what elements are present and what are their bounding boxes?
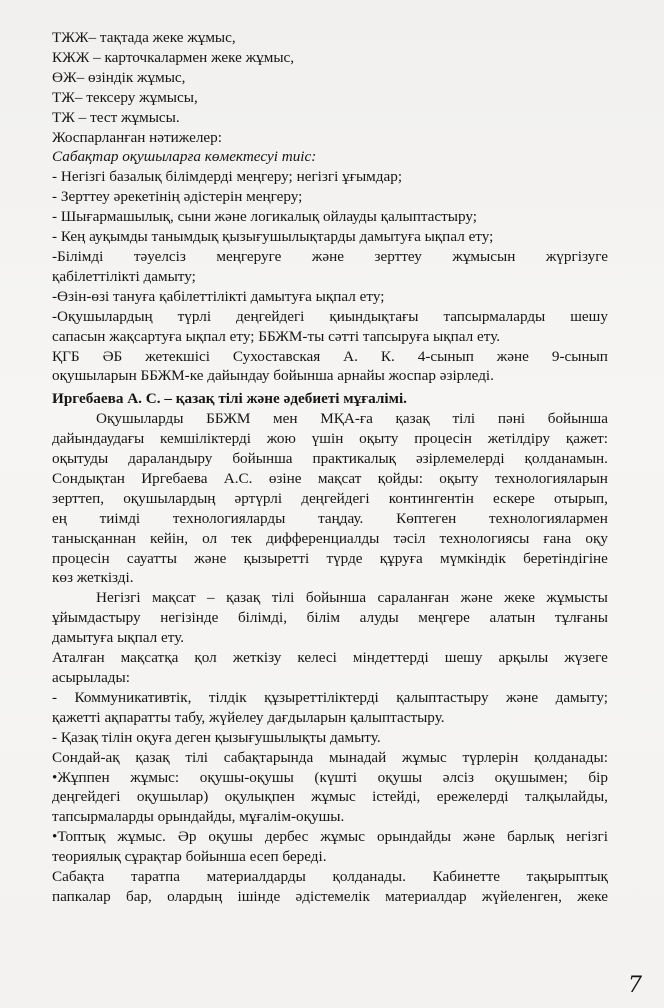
text-line: зерттеп, оқушылардың әртүрлі деңгейдегі контингентін ескере отырып, xyxy=(52,489,608,507)
text-line: оқытуды дараландыру бойынша практикалық әзірлемелерді қолданамын. xyxy=(52,450,608,468)
text-line: -Оқушылардың түрлі деңгейдегі қиындықтағы тапсырмаларды шешу xyxy=(52,307,608,325)
text-line: Сондықтан Иргебаева А.С. өзіне мақсат қойды: оқыту технологияларын xyxy=(52,469,608,487)
text-line: Иргебаева А. С. – қазақ тілі және әдебиеті мұғалімі. xyxy=(52,390,407,408)
text-line: ӨЖ– өзіндік жұмыс, xyxy=(52,68,186,86)
text-line: Сабақта таратпа материалдарды қолданады. Кабинетте тақырыптық xyxy=(52,868,608,886)
text-line: ҚГБ ӘБ жетекшісі Сухоставская А. К. 4-сынып және 9-сынып xyxy=(52,347,608,365)
text-line: ТЖ– тексеру жұмысы, xyxy=(52,88,198,106)
text-line: Оқушыларды ББЖМ мен МҚА-ға қазақ тілі пәні бойынша xyxy=(96,410,608,428)
text-line: ең тиімді технологияларды таңдау. Көптеген технологиялармен xyxy=(52,509,608,527)
text-line: теориялық сұрақтар бойынша есеп береді. xyxy=(52,848,327,866)
text-line: - Кең ауқымды танымдық қызығушылықтарды дамытуға ықпал ету; xyxy=(52,228,494,246)
text-line: - Зерттеу әрекетінің әдістерін меңгеру; xyxy=(52,188,303,206)
text-line: Сондай-ақ қазақ тілі сабақтарында мынадай жұмыс түрлерін қолданады: xyxy=(52,748,608,766)
text-line: Аталған мақсатқа қол жеткізу келесі міндеттерді шешу арқылы жүзеге xyxy=(52,649,608,667)
text-line: папкалар бар, олардың ішінде әдістемелік материалдар жүйеленген, жеке xyxy=(52,887,608,905)
text-line: қажетті ақпаратты табу, жүйелеу дағдыларын қалыптастыру. xyxy=(52,708,445,726)
text-line: тапсырмаларды орындайды, мұғалім-оқушы. xyxy=(52,808,345,826)
text-line: оқушыларын ББЖМ-ке дайындау бойынша арнайы жоспар әзірледі. xyxy=(52,367,494,385)
text-line: көз жеткізді. xyxy=(52,569,134,587)
text-line: - Қазақ тілін оқуға деген қызығушылықты дамыту. xyxy=(52,728,381,746)
text-line: -Білімді тәуелсіз меңгеруге және зерттеу жұмысын жүргізуге xyxy=(52,247,608,265)
text-line: ТЖЖ– тақтада жеке жұмыс, xyxy=(52,29,236,46)
text-line: дамытуға ықпал ету. xyxy=(52,629,185,647)
text-line: КЖЖ – карточкалармен жеке жұмыс, xyxy=(52,48,295,66)
text-line: -Өзін-өзі тануға қабілеттілікті дамытуға ықпал ету; xyxy=(52,287,385,305)
text-line: танысқаннан кейін, ол тек дифференциалды тәсіл технологиясы ғана оқу xyxy=(52,529,608,547)
page-number: 7 xyxy=(628,973,642,998)
page-body xyxy=(52,28,608,907)
text-line: Жоспарланған нәтижелер: xyxy=(52,128,222,146)
text-line: - Коммуникативтік, тілдік құзыреттіліктерді қалыптастыру және дамыту; xyxy=(52,688,608,706)
text-line: •Топтық жұмыс. Әр оқушы дербес жұмыс орындайды және барлық негізгі xyxy=(52,828,608,846)
text-line: дайындаудағы кемшіліктерді жою үшін оқыту процесін жетілдіру қажет: xyxy=(52,430,608,448)
text-line: қабілеттілікті дамыту; xyxy=(52,267,196,285)
text-line: - Негізгі базалық білімдерді меңгеру; негізгі ұғымдар; xyxy=(52,168,403,186)
text-line: ұйымдастыру негізінде білімді, білім алуды меңгере алатын тұлғаны xyxy=(52,609,608,627)
text-line: Негізгі мақсат – қазақ тілі бойынша сараланған және жеке жұмысты xyxy=(96,589,608,607)
text-line: •Жұппен жұмыс: оқушы-оқушы (күшті оқушы әлсіз оқушымен; бір xyxy=(52,768,608,786)
text-line: деңгейдегі оқушылар) оқулықпен жұмыс істейді, ережелерді талқылайды, xyxy=(52,788,608,806)
text-line: процесін сауатты және қызыретті түрде құруға мүмкіндік беретіндігіне xyxy=(52,549,608,567)
text-line: асырылады: xyxy=(52,669,130,686)
text-line: Сабақтар оқушыларға көмектесуі тиіс: xyxy=(52,148,317,166)
text-line: - Шығармашылық, сыни және логикалық ойлауды қалыптастыру; xyxy=(52,208,477,226)
text-line: сапасын жақсартуға ықпал ету; ББЖМ-ты сәтті тапсыруға ықпал ету. xyxy=(52,327,501,345)
text-line: ТЖ – тест жұмысы. xyxy=(52,108,180,126)
